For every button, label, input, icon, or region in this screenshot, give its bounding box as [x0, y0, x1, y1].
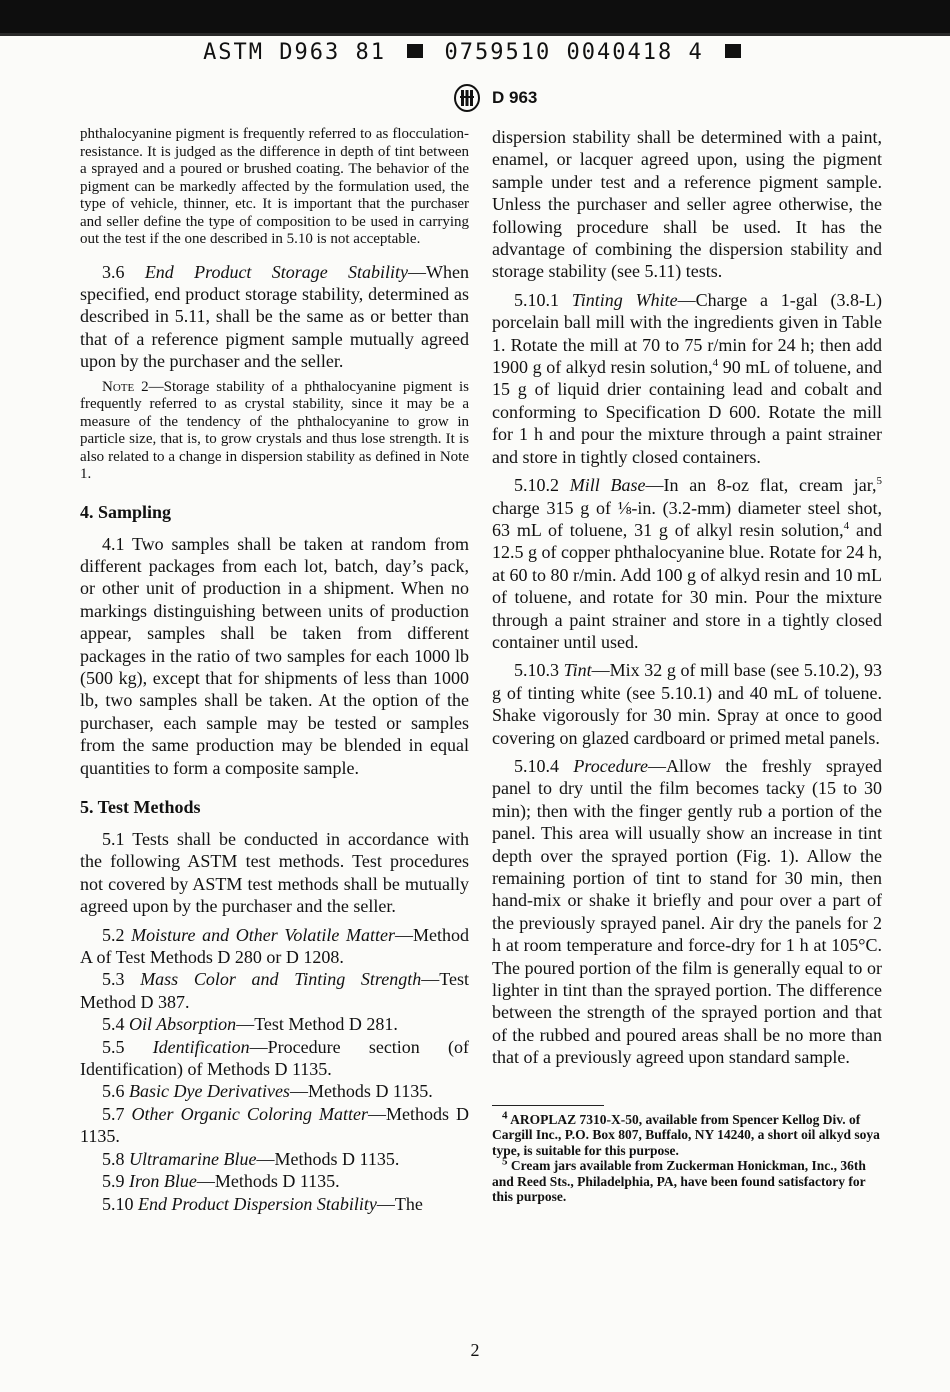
footnote-5 — [492, 1155, 882, 1205]
header-code-b: 0759510 0040418 4 — [444, 40, 704, 65]
test-method-item: 5.5 Identification—Procedure section (of Identification) of Methods D 1135. — [80, 1036, 469, 1080]
section-5-10-1: 5.10.1 Tinting White—Charge a 1-gal (3.8-L) porcelain ball mill with the ingredients given in Table 1. Rotate the mill at 70 to 75 r/min for 24 h; then add 1900 g of alkyd resin solution,$^4$ 90 mL of toluene, and 15 g of liquid drier containing lead and cobalt and conforming to Specification D 600. Rotate the mill for 1 h and pour the mixture through a paint strainer and store in tightly closed containers. — [492, 289, 882, 467]
standard-designation — [0, 84, 950, 114]
astm-logo-icon — [454, 84, 480, 112]
header-block-mark — [725, 44, 741, 58]
section-4-1: 4.1 Two samples shall be taken at random from different packages from each lot, batch, day’s pack, or other unit of production in a shipment. When no markings distinguishing between units of production appear, samples shall be taken from different packages in the ratio of two samples for each 1000 lb (500 kg), except that for shipments of less than 1000 lb, two samples shall be taken. At the option of the purchaser, each sample may be tested or samples from the same production may be blended in equal quantities to form a composite sample. — [80, 533, 469, 778]
test-method-item: 5.7 Other Organic Coloring Matter—Methods D 1135. — [80, 1103, 470, 1147]
footnote-ref: 4 — [843, 519, 850, 532]
item-text: Methods D 1135. — [214, 1171, 340, 1192]
item-title: End Product Dispersion Stability — [138, 1193, 377, 1214]
paragraph-continued-right: dispersion stability shall be determined with a paint, enamel, or lacquer agreed upon, using the pigment sample under test and a reference pigment sample. Unless the purchaser and seller agree otherwise, the following procedure shall be used. It has the advantage of combining the dispersion stability and storage stability (see 5.11) tests. — [492, 127, 882, 282]
footnote-mark: 4 — [502, 1109, 508, 1122]
footnote-4 — [492, 1109, 882, 1159]
test-method-item: 5.3 Mass Color and Tinting Strength—Test Method D 387. — [80, 969, 469, 1012]
section-3-6: 3.6 End Product Storage Stability—When specified, end product storage stability, determined as described in 5.11, shall be the same as or better than that of a reference pigment sample mutually agreed upon by the purchaser and the seller. — [80, 261, 470, 372]
test-method-list — [80, 924, 469, 1215]
footnote-ref: 4 — [712, 357, 719, 370]
section-number: 5.10.3 — [514, 660, 559, 681]
standard-number: D 963 — [492, 88, 538, 107]
page-number: 2 — [470, 1340, 480, 1360]
item-title: Ultramarine Blue — [129, 1148, 257, 1169]
header-block-mark — [407, 44, 423, 58]
item-text: Methods D 1135. — [274, 1148, 400, 1169]
test-method-item: 5.8 Ultramarine Blue—Methods D 1135. — [102, 1148, 400, 1169]
footnote-mark: 5 — [502, 1155, 508, 1168]
item-number: 5.3 — [102, 969, 125, 990]
item-number: 5.2 — [102, 924, 125, 945]
item-title: Oil Absorption — [129, 1014, 237, 1035]
item-number: 5.5 — [102, 1036, 125, 1057]
section-text: and 12.5 g of copper phthalocyanine blue. Rotate for 24 h, at 60 to 80 r/min. Add 100 g of alkyd resin and 10 mL of toluene, and rotate for 30 min. Pour the mixture through a paint strainer and store in a tightly closed container until used. — [492, 519, 882, 652]
item-title: Mass Color and Tinting Strength — [140, 969, 422, 990]
test-method-item: 5.10 End Product Dispersion Stability—The — [102, 1193, 423, 1214]
left-column — [80, 126, 469, 1215]
item-text: Procedure section (of Identification) of Methods D 1135. — [80, 1036, 469, 1080]
section-title: Procedure — [573, 755, 648, 776]
section-title: End Product Storage Stability — [144, 261, 409, 282]
item-title: Other Organic Coloring Matter — [131, 1103, 368, 1124]
item-title: Iron Blue — [129, 1171, 197, 1192]
section-title: Tint — [563, 660, 592, 681]
section-text: When specified, end product storage stability, determined as described in 5.11, shall be the same as or better than that of a reference pigment sample mutually agreed upon by the purchaser and the seller. — [80, 261, 470, 372]
section-title: Tinting White — [571, 289, 678, 310]
scan-top-bar — [0, 0, 950, 36]
note-text: Storage stability of a phthalocyanine pigment is frequently referred to as crystal stability, since it may be a measure of the tendency of the phthalocyanine to grow in particle size, that is, to grow crystals and thus lose strength. It is also related to a change in dispersion stability as defined in Note 1. — [80, 378, 470, 483]
section-5-10-2: 5.10.2 Mill Base—In an 8-oz flat, cream jar,$^5$ charge 315 g of ⅛-in. (3.2-mm) diameter steel shot, 63 mL of toluene, 31 g of alkyl resin solution,$^4$ and 12.5 g of copper phthalocyanine blue. Rotate for 24 h, at 60 to 80 r/min. Add 100 g of alkyd resin and 10 mL of toluene, and rotate for 30 min. Pour the mixture through a paint strainer and store in a tightly closed container until used. — [492, 475, 882, 652]
test-method-item: 5.9 Iron Blue—Methods D 1135. — [102, 1171, 340, 1192]
test-method-item: 5.2 Moisture and Other Volatile Matter—Method A of Test Methods D 280 or D 1208. — [80, 924, 469, 968]
section-text: In an 8-oz flat, cream jar, — [663, 475, 877, 496]
heading-test-methods: 5. Test Methods — [80, 797, 201, 817]
item-text: Test Method D 387. — [80, 969, 469, 1012]
section-text: Allow the freshly sprayed panel to dry until the film becomes tacky (15 to 30 min); then with the finger gently rub a portion of the panel. This area will usually show an increase in tint depth over the sprayed portion (Fig. 1). Allow the remaining portion of tint to stand for 30 min, then hand-mix or shake it briefly and pour over a part of the previously sprayed panel. Air dry the panels for 2 h at room temperature and force-dry for 1 h at 105°C. The poured portion of the film is generally equal to or lighter in tint than the sprayed portion. The difference between the strength of the sprayed portion and that of the rubbed and poured areas shall be no more than that of a previously agreed upon standard sample. — [492, 755, 883, 1068]
test-method-item: 5.6 Basic Dye Derivatives—Methods D 1135. — [102, 1081, 433, 1102]
section-text: 90 mL of toluene, and 15 g of liquid drier containing lead and cobalt and conforming to Specification D 600. Rotate the mill for 1 h and pour the mixture through a paint strainer and store in tightly closed containers. — [492, 357, 882, 467]
item-number: 5.7 — [102, 1103, 125, 1124]
section-5-10-3: 5.10.3 Tint—Mix 32 g of mill base (see 5.10.2), 93 g of tinting white (see 5.10.1) and 40 mL of toluene. Shake vigorously for 30 min. Spray at once to good covering on glazed cardboard or primed metal panels. — [492, 660, 883, 748]
item-number: 5.4 — [102, 1014, 125, 1035]
section-5-10-4: 5.10.4 Procedure—Allow the freshly sprayed panel to dry until the film becomes tacky (15 to 30 min); then with the finger gently rub a portion of the panel. This area will usually show an increase in tint depth over the sprayed portion (Fig. 1). Allow the remaining portion of tint to stand for 30 min, then hand-mix or shake it briefly and pour over a part of the previously sprayed panel. Air dry the panels for 2 h at room temperature and force-dry for 1 h at 105°C. The poured portion of the film is generally equal to or lighter in tint than the sprayed portion. The difference between the strength of the sprayed portion and that of the rubbed and poured areas shall be no more than that of a previously agreed upon standard sample. — [492, 755, 883, 1068]
header-code-a: ASTM D963 81 — [203, 40, 387, 65]
item-title: Identification — [152, 1036, 250, 1057]
section-number: 5.10.2 — [514, 475, 559, 496]
section-number: 5.10.1 — [514, 289, 559, 310]
paragraph-continued: phthalocyanine pigment is frequently referred to as flocculation-resistance. It is judged as the difference in depth of tint between a sprayed and a poured or brushed coating. The behavior of the pigment can be markedly affected by the formulation used, the type of vehicle, thinner, etc. It is important that the purchaser and seller define the type of composition to be used in carrying out the test if the one described in 5.10 is not acceptable. — [80, 126, 469, 247]
section-number: 5.10.4 — [514, 755, 559, 776]
footnote-text: AROPLAZ 7310-X-50, available from Spencer Kellog Div. of Cargill Inc., P.O. Box 807, Buffalo, NY 14240, a short oil alkyd soya type, is suitable for this purpose. — [492, 1111, 880, 1158]
section-title: Mill Base — [569, 475, 646, 496]
item-number: 5.10 — [102, 1193, 134, 1214]
section-text: charge 315 g of ⅛-in. (3.2-mm) diameter steel shot, 63 mL of toluene, 31 g of alkyl resin solution, — [492, 497, 882, 540]
section-5-1: 5.1 Tests shall be conducted in accordance with the following ASTM test methods. Test procedures not covered by ASTM test methods shall be mutually agreed upon by the purchaser and the seller. — [80, 829, 469, 917]
item-title: Moisture and Other Volatile Matter — [131, 924, 395, 945]
document-header-code — [0, 40, 950, 65]
footnote-text: Cream jars available from Zuckerman Honickman, Inc., 36th and Reed Sts., Philadelphia, PA, have been found satisfactory for this purpose. — [492, 1158, 866, 1205]
footnote-divider — [492, 1105, 604, 1106]
item-text: Methods D 1135. — [307, 1081, 433, 1102]
item-number: 5.8 — [102, 1148, 125, 1169]
right-column — [492, 126, 882, 1205]
item-text: The — [394, 1193, 423, 1214]
footnote-ref: 5 — [876, 475, 882, 488]
item-text: Method A of Test Methods D 280 or D 1208. — [80, 924, 469, 968]
note-2: Note 2—Storage stability of a phthalocyanine pigment is frequently referred to as crystal stability, since it may be a measure of the tendency of the phthalocyanine to grow in particle size, that is, to grow crystals and thus lose strength. It is also related to a change in dispersion stability as defined in Note 1. — [80, 378, 470, 483]
section-number: 3.6 — [102, 261, 125, 282]
section-text: Charge a 1-gal (3.8-L) porcelain ball mill with the ingredients given in Table 1. Rotate the mill at 70 to 75 r/min for 24 h; then add 1900 g of alkyd resin solution, — [492, 289, 882, 378]
item-title: Basic Dye Derivatives — [129, 1081, 290, 1102]
heading-sampling: 4. Sampling — [80, 501, 172, 522]
test-method-item: 5.4 Oil Absorption—Test Method D 281. — [102, 1014, 398, 1035]
item-number: 5.6 — [102, 1081, 125, 1102]
item-text: Methods D 1135. — [80, 1103, 470, 1147]
item-text: Test Method D 281. — [254, 1014, 398, 1035]
section-text: Mix 32 g of mill base (see 5.10.2), 93 g of tinting white (see 5.10.1) and 40 mL of toluene. Shake vigorously for 30 min. Spray at once to good covering on glazed cardboard or primed metal panels. — [492, 660, 883, 748]
note-label: Note 2 — [102, 378, 149, 395]
item-number: 5.9 — [102, 1171, 125, 1192]
